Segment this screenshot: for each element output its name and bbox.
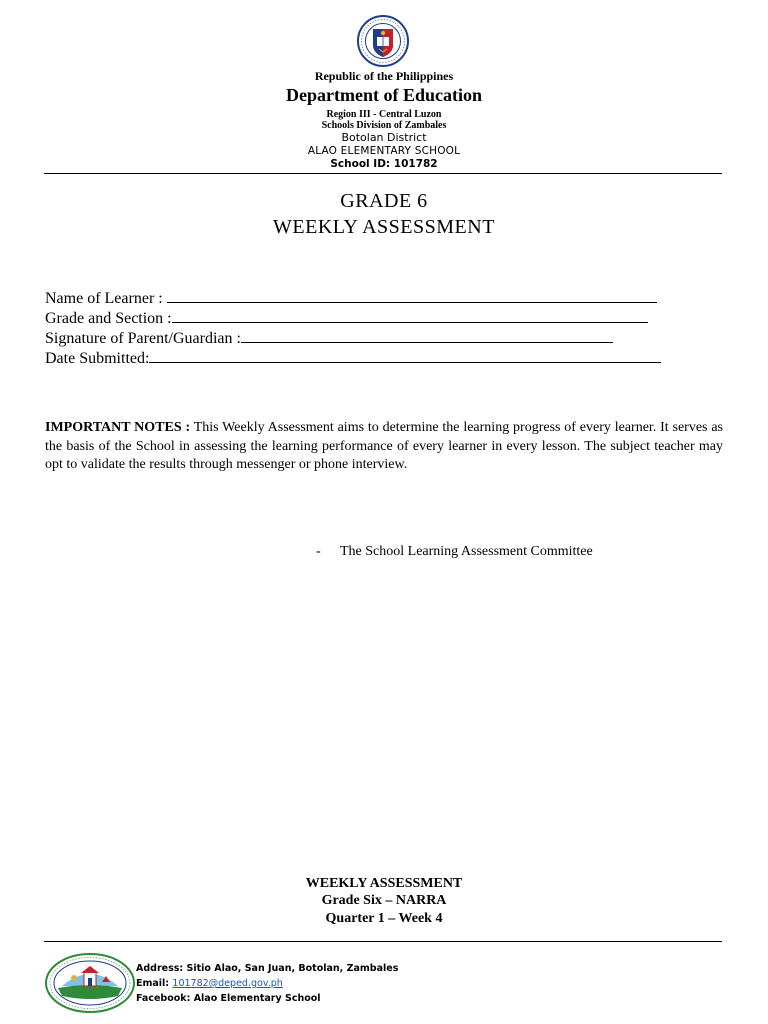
header-school-id: School ID: 101782: [330, 158, 438, 170]
header-department: Department of Education: [286, 85, 482, 105]
name-blank-line[interactable]: [167, 288, 657, 303]
field-label: Name of Learner :: [45, 290, 167, 307]
notes-text: This Weekly Assessment aims to determine the learning progress of every learner. It serves as the basis of the School in assessing the learning performance of every learner in every lesson. The subject teacher may opt to validate the results through messenger or phone interview.: [45, 420, 723, 472]
footer-quarter: Quarter 1 – Week 4: [325, 911, 443, 926]
date-blank-line[interactable]: [149, 348, 661, 363]
signature-blank-line[interactable]: [241, 328, 613, 343]
signoff-dash: -: [316, 544, 321, 559]
notes-label: IMPORTANT NOTES :: [45, 420, 191, 435]
deped-seal-logo: [345, 15, 421, 67]
contact-address: Address: Sitio Alao, San Juan, Botolan, Zambales: [136, 963, 399, 974]
email-label: Email:: [136, 978, 173, 989]
header-district: Botolan District: [341, 131, 427, 144]
field-date-submitted: [45, 348, 661, 369]
signoff-committee: The School Learning Assessment Committee: [340, 544, 593, 559]
title-assessment: WEEKLY ASSESSMENT: [273, 216, 495, 238]
contact-email-line: [136, 978, 283, 989]
field-signature: [45, 328, 613, 349]
field-label: Grade and Section :: [45, 310, 172, 327]
title-grade: GRADE 6: [340, 190, 428, 212]
contact-facebook: Facebook: Alao Elementary School: [136, 993, 321, 1004]
footer-grade: Grade Six – NARRA: [321, 893, 447, 908]
header-divider: [44, 173, 722, 174]
important-notes: [45, 419, 723, 475]
header-school: ALAO ELEMENTARY SCHOOL: [307, 145, 461, 157]
field-name-of-learner: [45, 288, 657, 309]
school-logo: [44, 952, 136, 1014]
field-grade-and-section: [45, 308, 648, 329]
email-link[interactable]: 101782@deped.gov.ph: [172, 978, 283, 989]
field-label: Date Submitted:: [45, 350, 150, 367]
field-label: Signature of Parent/Guardian :: [45, 330, 241, 347]
header-republic: Republic of the Philippines: [314, 69, 454, 83]
header-region: Region III - Central Luzon: [326, 109, 442, 120]
signoff: [316, 544, 593, 560]
footer-title: WEEKLY ASSESSMENT: [305, 876, 463, 891]
grade-section-blank-line[interactable]: [172, 308, 648, 323]
footer-divider: [44, 941, 722, 942]
header-division: Schools Division of Zambales: [321, 120, 447, 131]
